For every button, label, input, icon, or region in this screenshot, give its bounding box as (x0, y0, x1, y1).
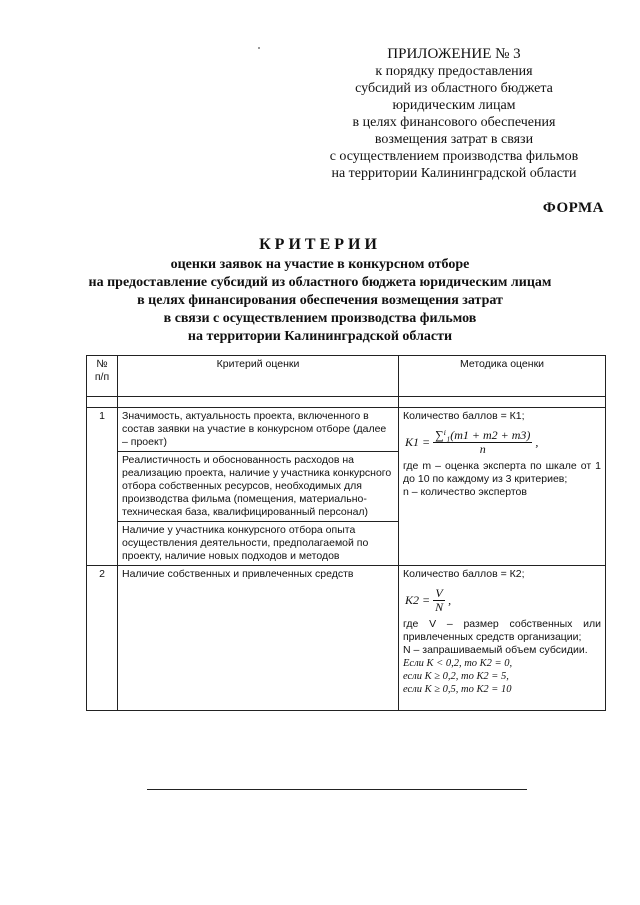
formula-lhs: К1 = (405, 435, 431, 449)
table-row (87, 566, 606, 711)
formula-fraction (433, 429, 532, 456)
criterion-text: Наличие собственных и привлеченных средств (118, 566, 399, 711)
row-num: 2 (87, 566, 118, 711)
appendix-line: возмещения затрат в связи (374, 132, 534, 147)
appendix-line: юридическим лицам (392, 98, 516, 113)
method-text: где m – оценка эксперта по шкале от 1 до 10 по каждому из 3 критериев; (403, 460, 601, 485)
method-intro: Количество баллов = К2; (403, 568, 525, 580)
row-num: 1 (87, 408, 118, 566)
table-row (87, 408, 606, 566)
table-spacer-row (87, 397, 606, 408)
criteria-cell (118, 408, 399, 566)
formula-numerator: ∑ⁱ₁(m1 + m2 + m3) (435, 428, 531, 442)
appendix-line: на территории Калининградской области (331, 166, 577, 181)
formula-fraction (433, 587, 445, 614)
method-rule: Если К < 0,2, то К2 = 0, (403, 658, 513, 669)
formula-denominator: N (435, 600, 444, 614)
signature-line (147, 789, 527, 790)
scan-speck (258, 47, 260, 49)
formula-denominator: n (479, 442, 486, 456)
formula-k1 (405, 429, 601, 456)
method-cell (399, 408, 606, 566)
table-header-row (87, 356, 606, 397)
method-text: n – количество экспертов (403, 486, 527, 498)
method-intro: Количество баллов = К1; (403, 410, 525, 422)
title-subline: на территории Калининградской области (187, 329, 453, 344)
formula-tail: , (535, 435, 539, 449)
appendix-line: ПРИЛОЖЕНИЕ № 3 (387, 46, 521, 62)
title-subline: оценки заявок на участие в конкурсном отборе (170, 257, 470, 272)
criterion-text: Наличие у участника конкурсного отбора опыта осуществления деятельности, предполагаемой по проекту, наличие новых подходов и методов (122, 524, 369, 562)
formula-numerator: V (435, 586, 443, 600)
appendix-line: субсидий из областного бюджета (355, 81, 553, 96)
formula-lhs: К2 = (405, 593, 431, 607)
header-method: Методика оценки (399, 356, 606, 397)
criterion-text: Значимость, актуальность проекта, включенного в состав заявки на участие в конкурсном отборе (далее – проект) (118, 408, 398, 452)
method-rule: если К ≥ 0,2, то К2 = 5, (403, 671, 509, 682)
criteria-table (86, 355, 606, 711)
appendix-header (304, 46, 604, 182)
form-label: ФОРМА (542, 200, 604, 216)
appendix-line: в целях финансового обеспечения (352, 115, 556, 130)
header-criterion: Критерий оценки (118, 356, 399, 397)
criterion-text: Реалистичность и обоснованность расходов на реализацию проекта, наличие у участника конкурсного отбора собственных ресурсов, необходимых для производства фильма (помещения, материально-техническая база, квалифицированный персонал) (118, 452, 398, 522)
title-subline: на предоставление субсидий из областного бюджета юридическим лицам (88, 275, 552, 290)
method-cell (399, 566, 606, 711)
header-num: № п/п (87, 356, 118, 397)
method-text: N – запрашиваемый объем субсидии. (403, 644, 588, 656)
method-rule: если К ≥ 0,5, то К2 = 10 (403, 684, 512, 695)
formula-tail: , (448, 593, 452, 607)
formula-k2 (405, 587, 601, 614)
appendix-line: с осуществлением производства фильмов (329, 149, 579, 164)
title-main: КРИТЕРИИ (259, 236, 381, 253)
title-subline: в целях финансирования обеспечения возмещения затрат (137, 293, 503, 308)
title-subline: в связи с осуществлением производства фильмов (163, 311, 477, 326)
appendix-line: к порядку предоставления (375, 64, 533, 79)
method-text: где V – размер собственных или привлеченных средств организации; (403, 618, 601, 643)
